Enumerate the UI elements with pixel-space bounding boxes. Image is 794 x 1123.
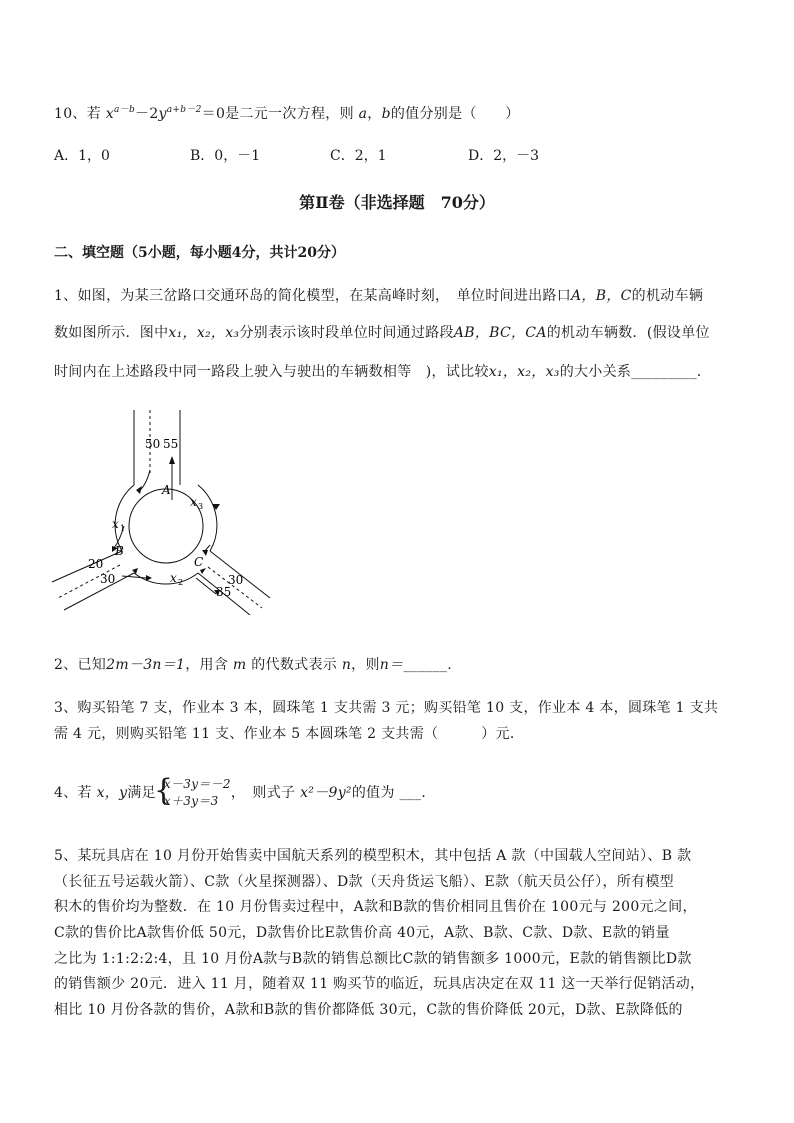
q5-line-6: 的销售额少 20元．进入 11 月，随着双 11 购买节的临近，玩具店决定在双 11 这一天举行促销活动， <box>54 976 705 992</box>
q1-text-3c: 的大小关系_________． <box>559 364 712 380</box>
q4-brace: { <box>153 773 174 808</box>
q10-var-x: x <box>105 106 114 122</box>
q4-expression: x²－9y² <box>300 785 352 801</box>
q4-equation-system <box>153 773 231 810</box>
q1-vars: x₁，x₂，x₃ <box>168 325 240 341</box>
label-35: 35 <box>216 585 232 599</box>
label-x2: x <box>170 571 177 585</box>
q10-option-d[interactable]: D．2，－3 <box>468 148 540 164</box>
q2-equation: 2m－3n＝1 <box>106 657 186 673</box>
q10-comma: ， <box>367 106 382 122</box>
q1-line-1 <box>54 285 703 305</box>
q1-line-2 <box>54 322 710 342</box>
q10-exponent-1: a－b <box>113 105 136 115</box>
label-a: A <box>162 483 171 497</box>
ring-segment-ca <box>198 485 217 551</box>
arrowhead-4 <box>146 575 152 581</box>
ring-segment-bc <box>134 573 198 584</box>
q10-option-c[interactable]: C．2，1 <box>330 148 387 164</box>
part2-heading: 第Ⅱ卷（非选择题 70分） <box>299 193 495 212</box>
label-x1-sub: 1 <box>120 524 126 533</box>
q4-stem <box>54 773 436 810</box>
q5-line-5: 之比为 1:1:2:2:4，且 10 月份A款与B款的销售总额比C款的销售额多 1000元，E款的销售额比D款 <box>54 951 692 967</box>
q2-stem <box>54 654 461 674</box>
label-x3: x <box>190 495 197 509</box>
q5-line-7: 相比 10 月份各款的售价，A款和B款的售价都降低 30元，C款的售价降低 20元，D款、E款降低的 <box>54 1002 683 1018</box>
label-50: 50 <box>145 437 161 451</box>
q3-line-1: 3、购买铅笔 7 支，作业本 3 本，圆珠笔 1 支共需 3 元；购买铅笔 10 支，作业本 4 本，圆珠笔 1 支共 <box>54 700 719 716</box>
q5-line-4: C款的售价比A款售价低 50元，D款售价比E款售价高 40元，A款、B款、C款、D款、E款的销量 <box>54 925 670 941</box>
q4-text-a: 4、若 <box>54 785 92 801</box>
q4-equation-2: x＋3y＝3 <box>163 794 219 808</box>
q10-text: ＝0是二元一次方程，则 <box>201 106 354 122</box>
q1-vars-2: x₁，x₂，x₃ <box>488 364 560 380</box>
q5-line-3: 积木的售价均为整数．在 10 月份售卖过程中，A款和B款的售价相同且售价在 100元与 200元之间， <box>54 899 697 915</box>
arrowhead-1 <box>136 486 142 494</box>
q5-line-2: （长征五号运载火箭）、C款（火星探测器）、D款（天舟货运飞船）、E款（航天员公仔），所有模型 <box>54 874 674 890</box>
roundabout-diagram <box>50 410 280 615</box>
q1-text-2a: 数如图所示．图中 <box>54 325 169 341</box>
q10-var-a: a <box>358 106 368 122</box>
q4-vars: x，y <box>96 785 128 801</box>
q10-option-b[interactable]: B．0，－1 <box>190 148 261 164</box>
q4-text-b: 满足 <box>127 785 156 801</box>
q1-line-3 <box>54 361 711 381</box>
q10-stem <box>54 102 520 123</box>
label-c: C <box>194 555 204 569</box>
label-30-left: 30 <box>100 572 116 586</box>
q1-text-2e: 的机动车辆数．(假设单位 <box>546 325 710 341</box>
q5-line-1: 5、某玩具店在 10 月份开始售卖中国航天系列的模型积木，其中包括 A 款（中国载人空间站）、B 款 <box>54 848 692 864</box>
arrow-c-out <box>196 578 216 594</box>
q1-text-1a: 1、如图，为某三岔路口交通环岛的简化模型，在某高峰时刻， 单位时间进出路口 <box>54 288 572 304</box>
q2-text-d: ，则 <box>351 657 380 673</box>
arrowhead-2 <box>169 456 175 464</box>
q4-text-d: 的值为 ___． <box>351 785 436 801</box>
q10-exponent-2: a+b－2 <box>166 105 202 115</box>
q10-number: 10、若 <box>54 106 102 122</box>
q1-text-3a: 时间内在上述路段中同一路段上驶入与驶出的车辆数相等 )，试比较 <box>54 364 489 380</box>
q2-text-c: 的代数式表示 <box>251 657 338 673</box>
q10-var-b: b <box>381 106 391 122</box>
label-20: 20 <box>88 557 104 571</box>
q2-text-a: 2、已知 <box>54 657 107 673</box>
q10-minus: －2 <box>135 106 159 122</box>
q10-tail: 的值分别是（ ） <box>390 106 520 122</box>
label-x1: x <box>112 517 119 531</box>
q2-var-n: n <box>341 657 352 673</box>
q1-segments: AB，BC，CA <box>453 325 547 341</box>
q1-text-1c: 的机动车辆 <box>631 288 704 304</box>
q10-option-a[interactable]: A．1，0 <box>54 148 110 164</box>
q3-line-2: 需 4 元，则购买铅笔 11 支、作业本 5 本圆珠笔 2 支共需（ ）元． <box>54 726 525 742</box>
label-x3-sub: 3 <box>198 502 204 511</box>
label-55: 55 <box>163 437 179 451</box>
q2-text-b: ，用含 <box>185 657 229 673</box>
label-x2-sub: 2 <box>178 578 184 587</box>
q2-var-m: m <box>232 657 247 673</box>
q4-equation-1: x－3y＝－2 <box>163 777 231 791</box>
section2-heading: 二、填空题（5小题，每小题4分，共计20分） <box>54 245 345 261</box>
q1-points: A，B，C <box>571 288 632 304</box>
q2-answer-blank: n＝______． <box>379 657 462 673</box>
q1-text-2c: 分别表示该时段单位时间通过路段 <box>239 325 454 341</box>
q10-var-y: y <box>158 106 167 122</box>
label-30-right: 30 <box>228 573 244 587</box>
label-b: B <box>115 544 124 558</box>
q4-text-c: ， 则式子 <box>230 785 296 801</box>
